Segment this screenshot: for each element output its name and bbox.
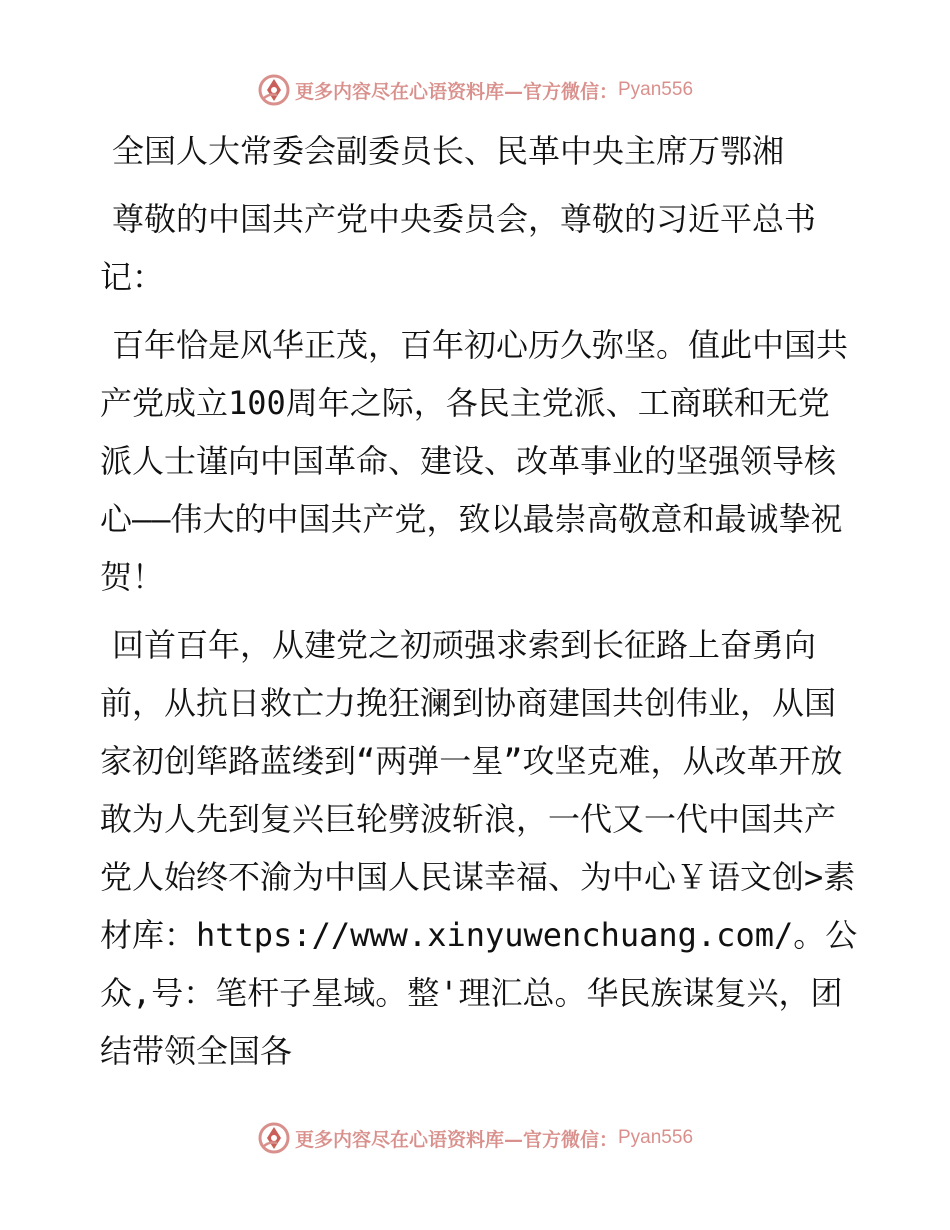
- paragraph-1: 百年恰是风华正茂，百年初心历久弥坚。值此中国共产党成立100周年之际，各民主党派、工商联和无党派人士谨向中国革命、建设、改革事业的坚强领导核心——伟大的中国共产党，致以最崇高敬意和最诚挚祝贺！: [100, 326, 849, 596]
- footer-watermark: [0, 1118, 950, 1158]
- paragraph-2: 回首百年，从建党之初顽强求索到长征路上奋勇向前，从抗日救亡力挽狂澜到协商建国共创伟业，从国家初创筚路蓝缕到“两弹一星”攻坚克难，从改革开放敢为人先到复兴巨轮劈波斩浪，一代又一代中国共产党人始终不渝为中国人民谋幸福、为中心￥语文创>素材库：https://www.xinyuwenchuang.com/。公众,号：笔杆子星域。整'理汇总。华民族谋复兴，团结带领全国各: [100, 626, 858, 1070]
- watermark-text: 更多内容尽在心语资料库—官方微信：: [294, 80, 618, 103]
- header-watermark: [0, 70, 950, 110]
- document-title: 全国人大常委会副委员长、民革中央主席万鄂湘: [112, 132, 785, 170]
- pen-nib-circle-icon: [257, 73, 291, 107]
- watermark-handle: Pyan556: [618, 79, 694, 100]
- watermark-handle: Pyan556: [618, 1127, 694, 1148]
- pen-nib-circle-icon: [257, 1121, 291, 1155]
- document-salutation: 尊敬的中国共产党中央委员会，尊敬的习近平总书记：: [100, 200, 817, 296]
- document-body: [100, 122, 860, 1090]
- watermark-text: 更多内容尽在心语资料库—官方微信：: [294, 1128, 618, 1151]
